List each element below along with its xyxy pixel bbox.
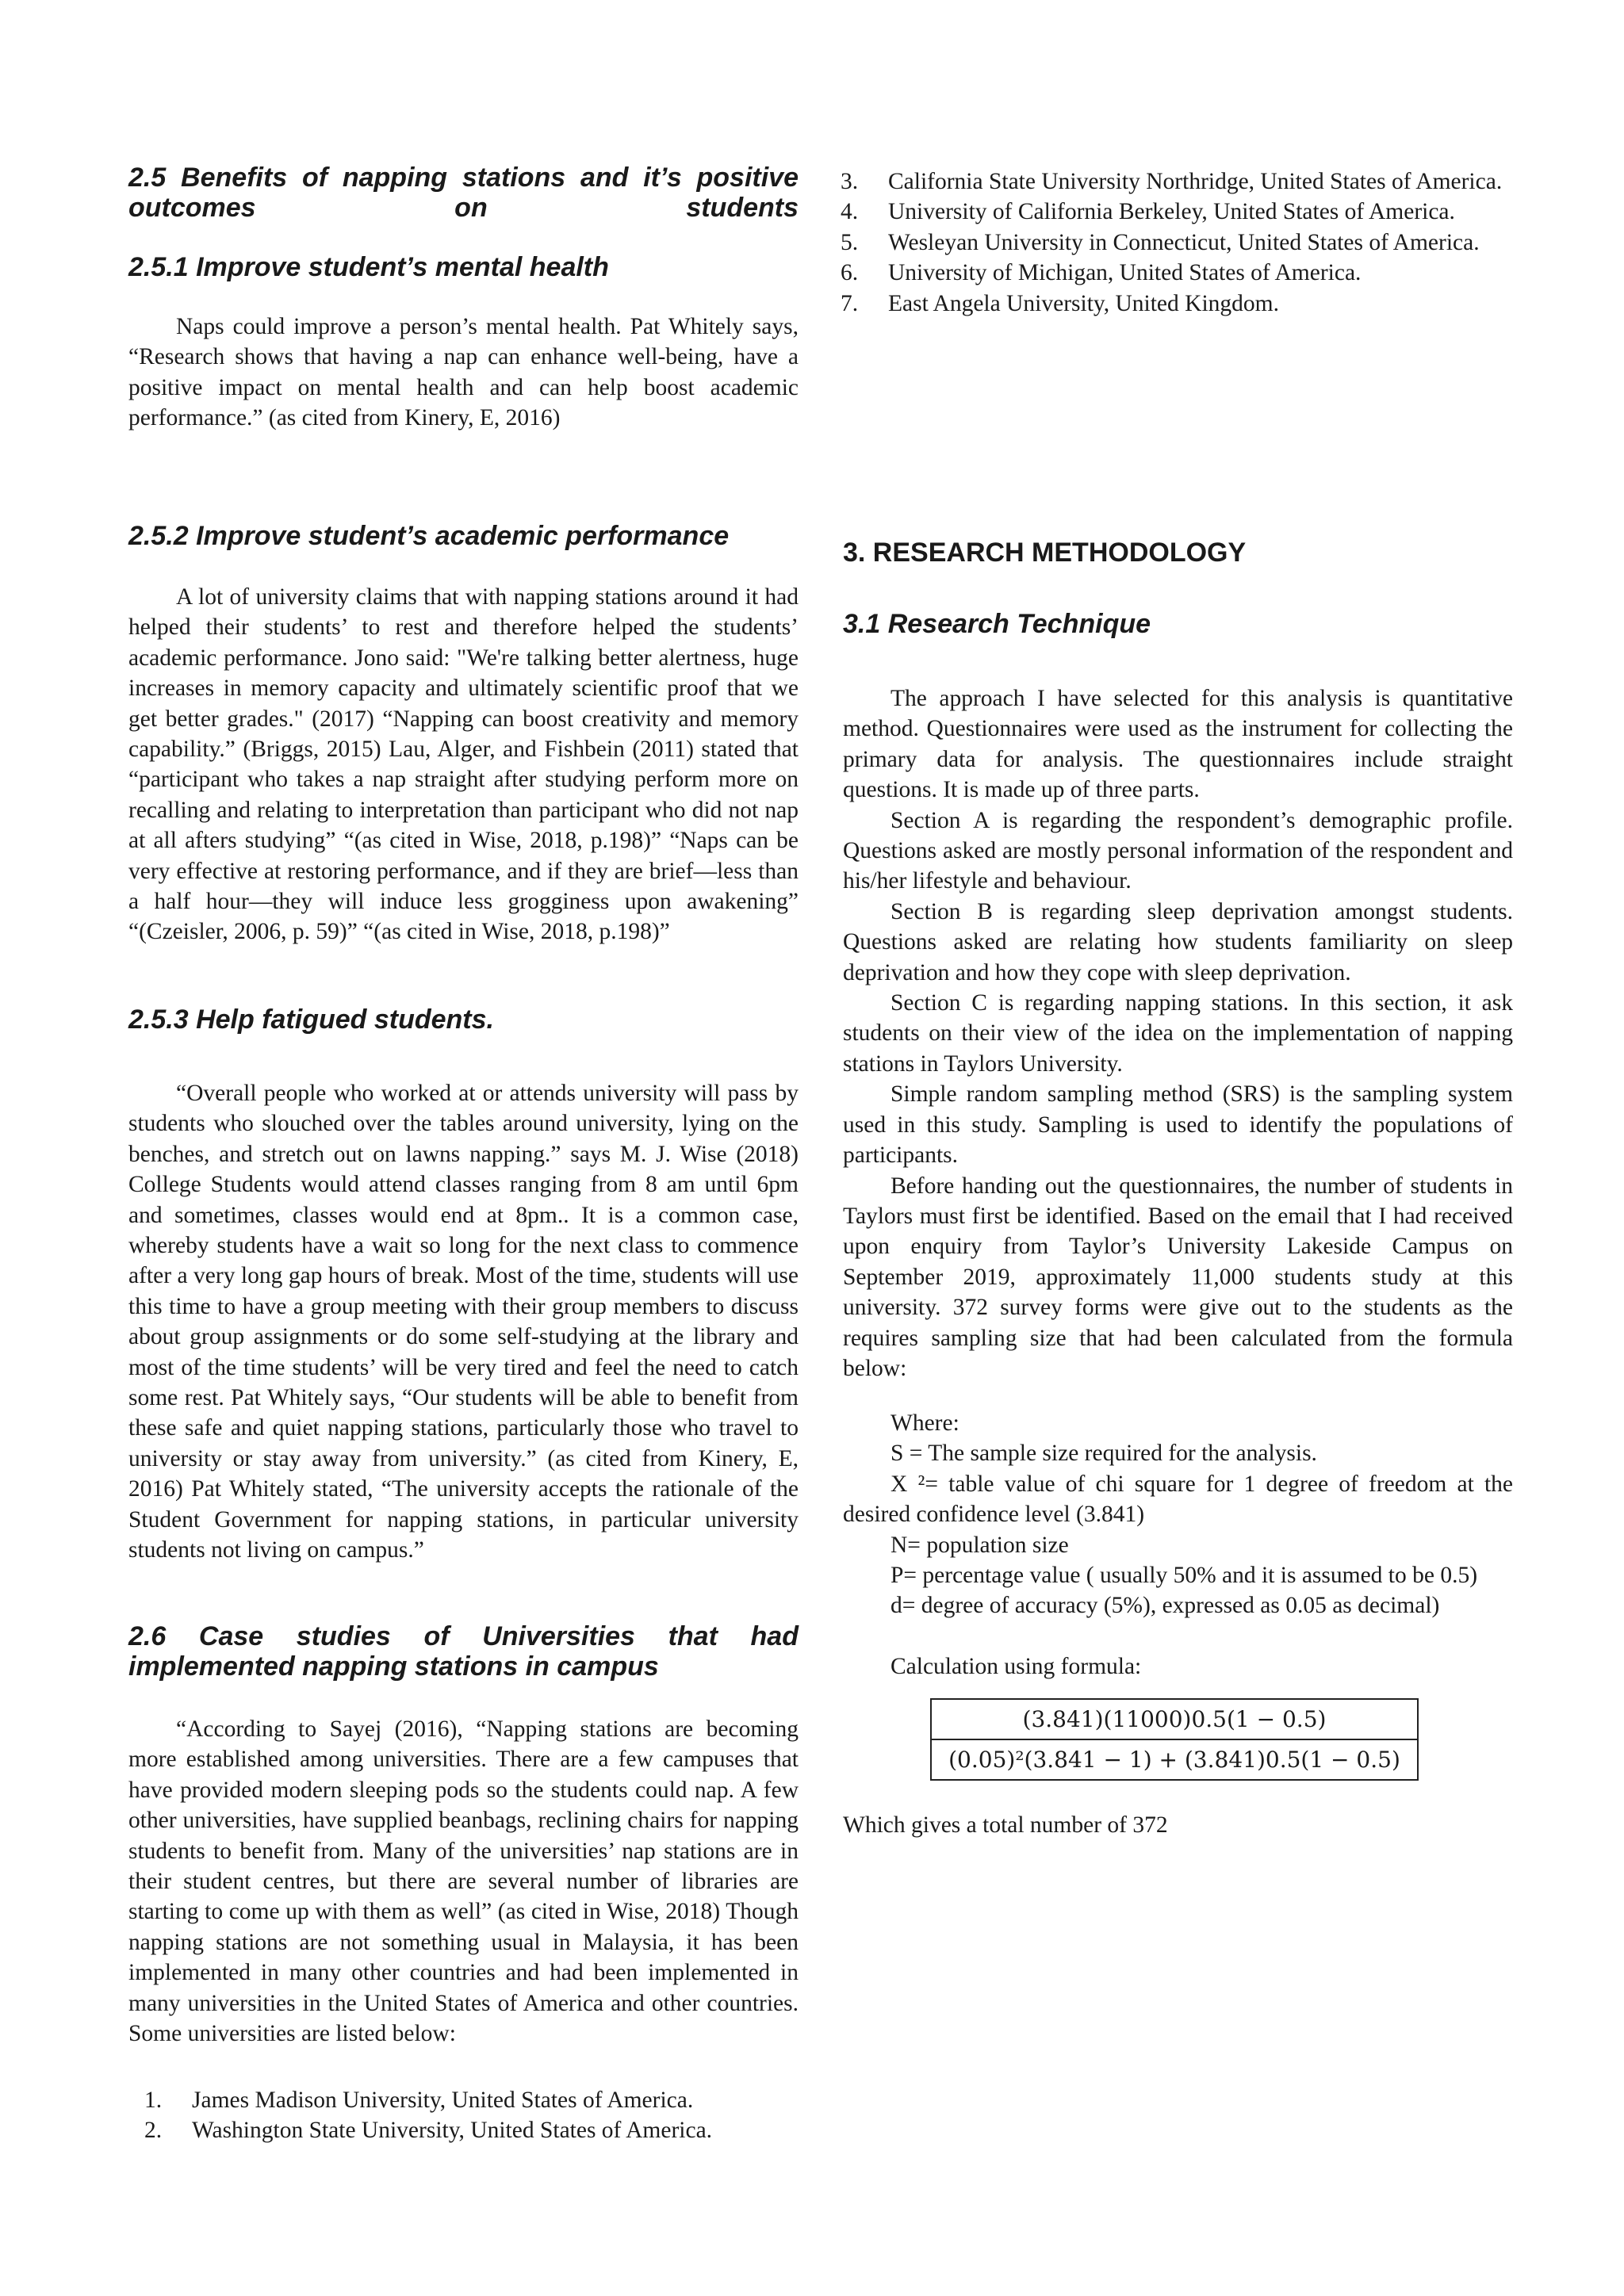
list-number: 6.	[841, 260, 859, 286]
where-label: Where:	[891, 1410, 959, 1436]
list-item	[825, 228, 1513, 258]
list-item	[128, 2085, 799, 2115]
list-item	[825, 197, 1513, 227]
paragraph-section-a: Section A is regarding the respondent’s demographic profile. Questions asked are mostly personal information of the respondent and his/her lifestyle and behaviour.	[843, 807, 1513, 894]
list-number: 4.	[841, 199, 859, 225]
list-text: Washington State University, United States of America.	[192, 2118, 713, 2144]
calculation-label: Calculation using formula:	[891, 1654, 1142, 1679]
paragraph-2-5-2: A lot of university claims that with napping stations around it had helped their students’ to rest and therefore helped the students’ academic performance. Jono said: "We're talking better alertness, huge increases in memory capacity and ultimately scientific proof that we get better grades." (2017) “Napping can boost creativity and memory capability.” (Briggs, 2015) Lau, Alger, and Fishbein (2011) stated that “participant who takes a nap straight after studying perform more on recalling and relating to interpretation than participant who did not nap at all afters studying” “(as cited in Wise, 2018, p.198)” “Naps can be very effective at restoring performance, and if they are brief—less than a half hour—they will induce less grogginess upon awakening” “(Czeisler, 2006, p. 59)” “(as cited in Wise, 2018, p.198)”	[128, 584, 799, 945]
list-number: 5.	[841, 229, 859, 255]
formula-definitions	[843, 1408, 1513, 1621]
paragraph-population: Before handing out the questionnaires, the number of students in Taylors must first be identified. Based on the email that I had received upon enquiry from Taylor’s University Lakeside Campus on September 2019, approximately 11,000 students study at this university. 372 survey forms were give out to the students as the requires sampling size that had been calculated from the formula below:	[843, 1173, 1513, 1381]
list-text: East Angela University, United Kingdom.	[888, 290, 1279, 316]
list-text: James Madison University, United States of America.	[192, 2087, 694, 2113]
definition-s: S = The sample size required for the analysis.	[891, 1441, 1317, 1467]
list-number: 1.	[144, 2087, 163, 2113]
paragraph-2-5-1: Naps could improve a person’s mental health. Pat Whitely says, “Research shows that having a nap can enhance well-being, have a positive impact on mental health and can help boost academic performance.” (as cited from Kinery, E, 2016)	[128, 314, 799, 431]
university-list-left	[128, 2085, 799, 2146]
heading-3: 3. RESEARCH METHODOLOGY	[843, 538, 1247, 568]
paragraph-2-6: “According to Sayej (2016), “Napping stations are becoming more established among universities. There are a few campuses that have provided modern sleeping pods so the students could nap. A few other universities, have supplied beanbags, reclining chairs for napping students to benefit from. Many of the universities’ nap stations are in their student centres, but there are several number of libraries are starting to come up with them as well” (as cited in Wise, 2018) Though napping stations are not something usual in Malaysia, it has been implemented in many other countries and had been implemented in many universities in the United States of America and other countries. Some universities are listed below:	[128, 1716, 799, 2047]
list-item	[825, 258, 1513, 288]
definition-n: N= population size	[891, 1532, 1069, 1558]
paragraph-sampling: Simple random sampling method (SRS) is the sampling system used in this study. Sampling is used to identify the populations of participants.	[843, 1081, 1513, 1169]
list-item	[825, 166, 1513, 197]
list-text: California State University Northridge, United States of America.	[888, 169, 1503, 194]
paragraph-2-5-3: “Overall people who worked at or attends university will pass by students who slouched over the tables around university, lying on the benches, and stretch out on lawns napping.” says M. J. Wise (2018) College Students would attend classes ranging from 8 am until 6pm and sometimes, classes would end at 8pm.. It is a common case, whereby students have a wait so long for the next class to commence after a very long gap hours of break. Most of the time, students will use this time to have a group meeting with their group members to discuss about group assignments or do some self-studying at the library and most of the time students’ will be very tired and feel the need to catch some rest. Pat Whitely says, “Our students will be able to benefit from these safe and quiet napping stations, particularly those who travel to university or stay away from university.” (as cited from Kinery, E, 2016) Pat Whitely stated, “The university accepts the rationale of the Student Government for napping stations, in particular university students not living on campus.”	[128, 1081, 799, 1563]
list-number: 7.	[841, 290, 859, 316]
definition-p: P= percentage value ( usually 50% and it is assumed to be 0.5)	[891, 1563, 1478, 1589]
list-text: University of Michigan, United States of America.	[888, 260, 1362, 286]
paragraph-approach: The approach I have selected for this analysis is quantitative method. Questionnaires were used as the instrument for collecting the primary data for analysis. The questionnaires include straight questions. It is made up of three parts.	[843, 686, 1513, 803]
list-text: Wesleyan University in Connecticut, United States of America.	[888, 229, 1480, 255]
list-text: University of California Berkeley, United States of America.	[888, 199, 1455, 225]
heading-2-5-1: 2.5.1 Improve student’s mental health	[128, 252, 609, 282]
paragraph-section-c: Section C is regarding napping stations. In this section, it ask students on their view of the idea on the implementation of napping stations in Taylors University.	[843, 990, 1513, 1077]
definition-d: d= degree of accuracy (5%), expressed as 0.05 as decimal)	[891, 1593, 1440, 1619]
heading-2-5: 2.5 Benefits of napping stations and it’s positive outcomes on students	[128, 163, 799, 223]
list-number: 3.	[841, 169, 859, 194]
formula-numerator: (3.841)(11000)0.5(1 − 0.5)	[1022, 1706, 1327, 1732]
heading-2-5-3: 2.5.3 Help fatigued students.	[128, 1004, 494, 1035]
list-item	[825, 289, 1513, 319]
paragraph-section-b: Section B is regarding sleep deprivation amongst students. Questions asked are relating how students familiarity on sleep deprivation and how they cope with sleep deprivation.	[843, 898, 1513, 985]
list-number: 2.	[144, 2118, 163, 2144]
list-item	[128, 2115, 799, 2145]
university-list-right	[825, 166, 1513, 319]
result-statement: Which gives a total number of 372	[843, 1812, 1168, 1838]
sample-size-formula	[930, 1698, 1419, 1781]
heading-3-1: 3.1 Research Technique	[843, 609, 1151, 639]
formula-denominator: (0.05)²(3.841 − 1) + (3.841)0.5(1 − 0.5)	[932, 1739, 1417, 1779]
section-3-1-body	[843, 683, 1513, 1383]
heading-2-6: 2.6 Case studies of Universities that had implemented napping stations in campus	[128, 1621, 799, 1682]
heading-2-5-2: 2.5.2 Improve student’s academic performance	[128, 521, 730, 551]
definition-x: X ²= table value of chi square for 1 degree of freedom at the desired confidence level (3.841)	[843, 1471, 1513, 1528]
